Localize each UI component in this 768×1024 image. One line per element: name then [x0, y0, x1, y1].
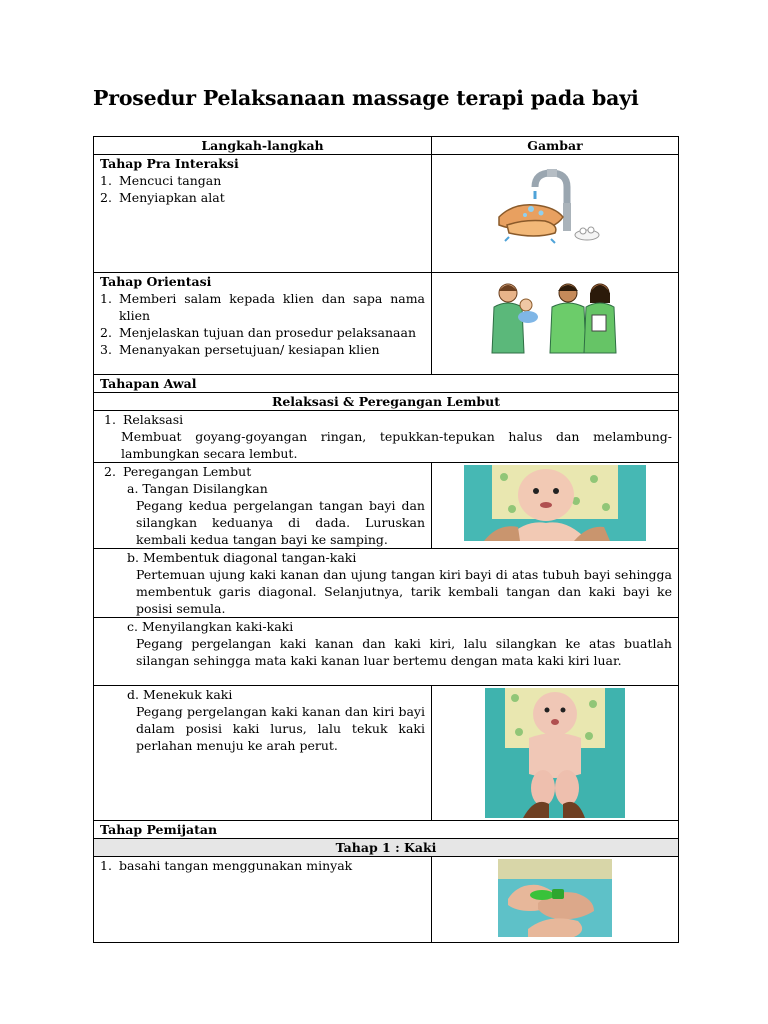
table-header-row: [94, 137, 679, 155]
table-row: [94, 618, 679, 686]
list-item: 2. Peregangan Lembut: [104, 464, 252, 479]
table-row: [94, 155, 679, 273]
page-title: Prosedur Pelaksanaan massage terapi pada bayi: [93, 86, 639, 110]
table-row: [94, 857, 679, 943]
relaksasi-cell: [94, 411, 679, 463]
table-row: [94, 393, 679, 411]
menyilangkan-kaki-text: Pegang pergelangan kaki kanan dan kaki kiri, lalu silangkan ke atas buatlah silangan sehingga mata kaki kanan luar bertemu dengan mata kaki kiri luar.: [136, 636, 672, 668]
table-row: [94, 273, 679, 375]
menyilangkan-kaki-label: c. Menyilangkan kaki-kaki: [127, 619, 294, 634]
baby-arms-photo-cell: [432, 463, 679, 549]
baby-legs-photo-cell: [432, 686, 679, 821]
relaksasi-text: Membuat goyang-goyangan ringan, tepukkan-tepukan halus dan melambung-lambungkan secara lembut.: [121, 429, 672, 461]
tahap1-item-cell: [94, 857, 432, 943]
list-item: 2. Menyiapkan alat: [100, 190, 225, 205]
peregangan-d-cell: [94, 686, 432, 821]
handwash-illustration-cell: [432, 155, 679, 273]
table-row: [94, 821, 679, 839]
header-langkah: Langkah-langkah: [94, 137, 432, 155]
menekuk-kaki-label: d. Menekuk kaki: [127, 687, 233, 702]
peregangan-c-cell: [94, 618, 679, 686]
list-item: 2. Menjelaskan tujuan dan prosedur pelaksanaan: [100, 325, 417, 340]
peregangan-a-cell: [94, 463, 432, 549]
tangan-disilangkan-text: Pegang kedua pergelangan tangan bayi dan silangkan keduanya di dada. Luruskan kembali kedua tangan bayi ke samping.: [136, 498, 425, 547]
relaksasi-section-heading: Relaksasi & Peregangan Lembut: [94, 393, 679, 411]
diagonal-text: Pertemuan ujung kaki kanan dan ujung tangan kiri bayi di atas tubuh bayi sehingga membentuk garis diagonal. Selanjutnya, tarik kembali tangan dan kaki bayi ke posisi semula.: [136, 567, 672, 616]
table-row: [94, 463, 679, 549]
list-item: 1. Mencuci tangan: [100, 173, 222, 188]
pra-interaksi-cell: [94, 155, 432, 273]
nurses-illustration-cell: [432, 273, 679, 375]
baby-legs-photo: [485, 688, 625, 818]
header-gambar: Gambar: [432, 137, 679, 155]
orientasi-cell: [94, 273, 432, 375]
table-row: [94, 549, 679, 618]
pra-interaksi-heading: Tahap Pra Interaksi: [100, 156, 239, 171]
list-item: 1. Memberi salam kepada klien dan sapa nama klien: [100, 291, 425, 323]
baby-arms-photo: [464, 465, 646, 541]
diagonal-label: b. Membentuk diagonal tangan-kaki: [127, 550, 357, 565]
pemijatan-heading: Tahap Pemijatan: [94, 821, 679, 839]
oil-hands-photo-cell: [432, 857, 679, 943]
menekuk-kaki-text: Pegang pergelangan kaki kanan dan kiri bayi dalam posisi kaki lurus, lalu tekuk kaki perlahan menuju ke arah perut.: [136, 704, 425, 753]
procedure-table: [93, 136, 679, 943]
list-item: 1. basahi tangan menggunakan minyak: [100, 858, 353, 873]
table-row: [94, 686, 679, 821]
handwash-illustration: [495, 167, 615, 251]
list-item: 3. Menanyakan persetujuan/ kesiapan klien: [100, 342, 380, 357]
oil-hands-photo: [498, 859, 612, 937]
nurses-illustration: [488, 279, 622, 355]
table-row: [94, 411, 679, 463]
table-row: [94, 839, 679, 857]
peregangan-b-cell: [94, 549, 679, 618]
orientasi-heading: Tahap Orientasi: [100, 274, 212, 289]
tahapan-awal-heading: Tahapan Awal: [94, 375, 679, 393]
tangan-disilangkan-label: a. Tangan Disilangkan: [127, 481, 268, 496]
table-row: [94, 375, 679, 393]
tahap1-heading: Tahap 1 : Kaki: [94, 839, 679, 857]
list-item: 1. Relaksasi: [104, 412, 184, 427]
